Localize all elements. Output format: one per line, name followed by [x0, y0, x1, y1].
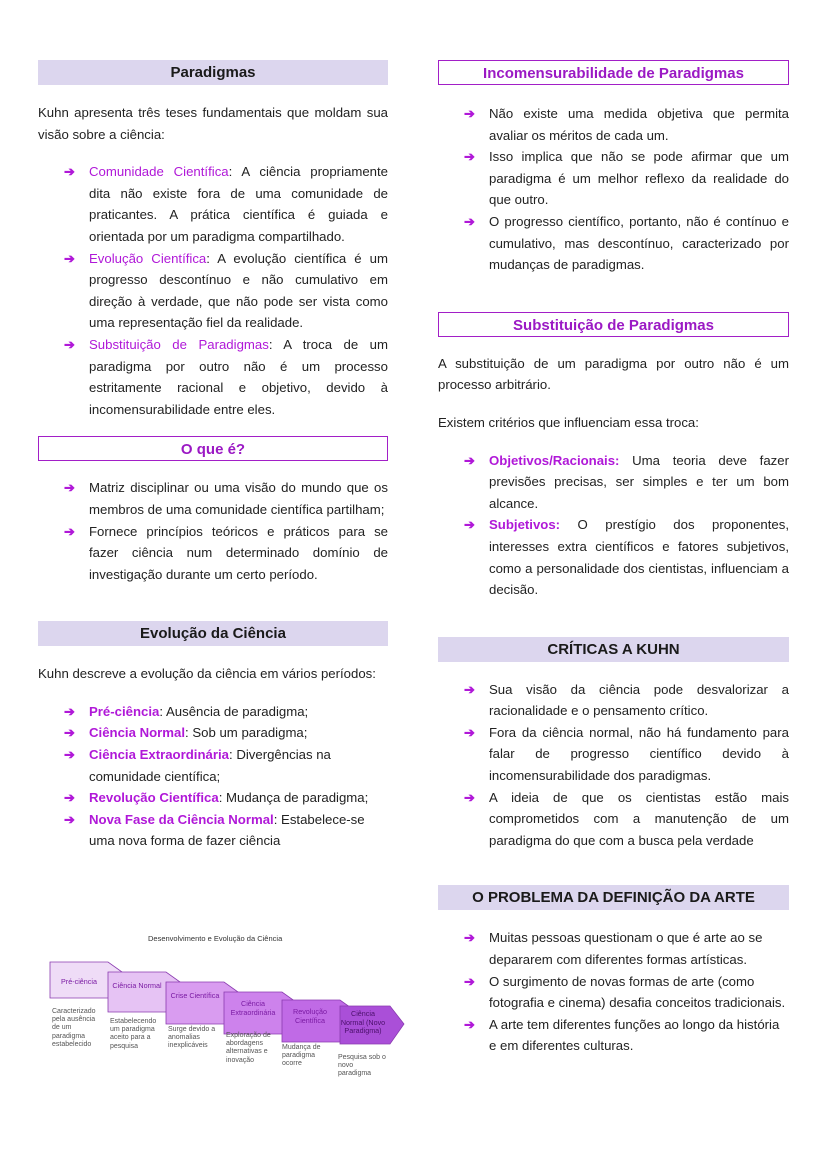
arrow-icon: ➔	[464, 517, 476, 533]
diagram-title: Desenvolvimento e Evolução da Ciência	[148, 934, 283, 943]
arrow-icon: ➔	[64, 480, 76, 496]
arrow-icon: ➔	[64, 725, 76, 741]
oque-list	[38, 477, 388, 585]
criticas-list	[438, 679, 789, 852]
item-text: : Ausência de paradigma;	[159, 703, 309, 719]
term-label: Subjetivos:	[489, 517, 561, 533]
list-item	[64, 248, 389, 334]
item-text: Muitas pessoas questionam o que é arte ao se depararem com diferentes formas artísticas.	[489, 930, 763, 968]
term-label: Revolução Científica	[89, 790, 219, 806]
arrow-icon: ➔	[464, 789, 476, 805]
paradigmas-intro: Kuhn apresenta três teses fundamentais que moldam sua visão sobre a ciência:	[38, 105, 388, 142]
stage-label: Ciência Normal	[112, 981, 162, 990]
list-item	[64, 809, 388, 852]
arrow-icon: ➔	[64, 250, 76, 266]
term-label: Ciência Normal	[89, 725, 186, 741]
item-text: Não existe uma medida objetiva que permita avaliar os méritos de cada um.	[489, 106, 789, 143]
arrow-icon: ➔	[464, 724, 476, 740]
arrow-icon: ➔	[64, 703, 76, 719]
item-text: : Mudança de paradigma;	[218, 790, 369, 806]
arrow-icon: ➔	[464, 149, 476, 165]
list-item	[464, 450, 789, 515]
item-text: Uma teoria deve fazer previsões precisas, ser simples e ter um bom alcance.	[489, 452, 789, 511]
substituicao-heading: Substituição de Paradigmas	[438, 312, 789, 337]
list-item	[464, 679, 789, 722]
item-text: O surgimento de novas formas de arte (como fotografia e cinema) desafia conceitos tradicionais.	[489, 973, 786, 1011]
term-label: Comunidade Científica	[89, 164, 229, 180]
stage-caption: Surge devido a anomalias inexplicáveis	[168, 1026, 216, 1050]
item-text: A arte tem diferentes funções ao longo da história e em diferentes culturas.	[489, 1016, 780, 1054]
list-item	[64, 744, 388, 787]
arte-list	[438, 927, 789, 1057]
term-label: Nova Fase da Ciência Normal	[89, 811, 274, 827]
stage-caption: Pesquisa sob o novo paradigma	[338, 1054, 386, 1078]
arrow-icon: ➔	[464, 1016, 476, 1032]
paradigmas-list	[38, 161, 388, 420]
incomensurabilidade-heading: Incomensurabilidade de Paradigmas	[438, 60, 789, 85]
paradigmas-heading: Paradigmas	[38, 60, 388, 85]
stage-label: Revolução Científica	[293, 1007, 327, 1025]
list-item	[64, 701, 388, 723]
arrow-icon: ➔	[64, 523, 76, 539]
item-text: Fora da ciência normal, não há fundamento para falar de progresso científico devido à incomensurabilidade dos paradigmas.	[489, 724, 789, 784]
stage-label: Crise Científica	[170, 991, 220, 1000]
item-text: O progresso científico, portanto, não é contínuo e cumulativo, mas descontínuo, caracterizado por mudanças de paradigmas.	[489, 213, 789, 273]
item-text: : Sob um paradigma;	[185, 725, 308, 741]
science-evolution-diagram	[38, 934, 418, 1084]
item-text: : Estabelece-se uma nova forma de fazer ciência	[89, 811, 365, 849]
list-item	[464, 211, 789, 276]
substituicao-p1: A substituição de um paradigma por outro não é um processo arbitrário.	[438, 355, 789, 393]
stage-caption: Exploração de abordagens alternativas e inovação	[226, 1032, 271, 1064]
list-item	[64, 161, 388, 247]
item-text: : Divergências na comunidade científica;	[89, 747, 331, 784]
evolucao-heading: Evolução da Ciência	[38, 621, 388, 646]
criticas-heading: CRÍTICAS A KUHN	[438, 637, 789, 662]
term-label: Evolução Científica	[89, 250, 207, 266]
term-label: Ciência Extraordinária	[89, 747, 229, 763]
list-item	[64, 787, 388, 809]
arrow-icon: ➔	[464, 973, 476, 989]
term-label: Pré-ciência	[89, 703, 160, 719]
list-item	[464, 514, 789, 600]
stage-label: Pré-ciência	[61, 977, 97, 986]
arrow-icon: ➔	[464, 106, 476, 121]
stage-caption: Mudança de paradigma ocorre	[282, 1044, 321, 1068]
arrow-icon: ➔	[464, 452, 476, 468]
left-column	[38, 60, 388, 852]
item-text: : A evolução científica é um progresso descontínuo e não cumulativo em direção à verdade, que não pode ser vista como uma representação fiel da realidade.	[89, 250, 389, 331]
item-text: : A ciência propriamente dita não existe fora de uma comunidade de praticantes. A prática científica é guiada e orientada por um paradigma compartilhado.	[89, 164, 388, 244]
list-item	[464, 722, 789, 787]
item-text: : A troca de um paradigma por outro não é um processo estritamente racional e objetivo, devido à incomensurabilidade entre eles.	[89, 336, 388, 417]
list-item	[464, 146, 789, 211]
term-label: Objetivos/Racionais:	[489, 452, 620, 468]
list-item	[464, 927, 789, 970]
stage-caption: Caracterizado pela ausência de um paradigma estabelecido	[52, 1008, 96, 1048]
arte-heading: O PROBLEMA DA DEFINIÇÃO DA ARTE	[438, 885, 789, 910]
substituicao-p2: Existem critérios que influenciam essa troca:	[438, 414, 699, 430]
list-item	[64, 722, 388, 744]
oque-heading: O que é?	[38, 436, 388, 461]
arrow-icon: ➔	[464, 681, 476, 697]
item-text: Isso implica que não se pode afirmar que um paradigma é um melhor reflexo da realidade do que outro.	[489, 149, 789, 208]
item-text: Matriz disciplinar ou uma visão do mundo que os membros de uma comunidade científica partilham;	[89, 480, 388, 517]
arrow-icon: ➔	[64, 336, 76, 352]
arrow-icon: ➔	[64, 747, 76, 763]
arrow-icon: ➔	[64, 811, 76, 827]
incomensurabilidade-list	[438, 103, 789, 276]
substituicao-list	[438, 450, 789, 601]
item-text: A ideia de que os cientistas estão mais comprometidos com a manutenção de um paradigma do que com a busca pela verdade	[489, 789, 789, 848]
arrow-icon: ➔	[64, 790, 76, 806]
item-text: O prestígio dos proponentes, interesses extra científicos e fatores subjetivos, como a personalidade dos cientistas, influenciam a decisão.	[489, 517, 789, 598]
arrow-icon: ➔	[64, 164, 76, 180]
item-text: Sua visão da ciência pode desvalorizar a racionalidade e o pensamento crítico.	[489, 681, 789, 719]
stage-label: Ciência Normal (Novo Paradigma)	[340, 1009, 386, 1035]
evolucao-intro: Kuhn descreve a evolução da ciência em vários períodos:	[38, 666, 376, 682]
list-item	[64, 334, 388, 420]
list-item	[464, 103, 789, 146]
right-column	[438, 60, 789, 1057]
item-text: Fornece princípios teóricos e práticos para se fazer ciência num determinado domínio de investigação durante um certo período.	[89, 523, 388, 582]
stage-caption: Estabelecendo um paradigma aceito para a pesquisa	[110, 1018, 157, 1050]
list-item	[64, 521, 388, 586]
list-item	[64, 477, 388, 520]
evolucao-list	[38, 701, 388, 852]
arrow-icon: ➔	[464, 930, 476, 946]
list-item	[464, 1014, 789, 1057]
list-item	[464, 971, 789, 1014]
stage-label: Ciência Extraordinária	[230, 999, 276, 1017]
term-label: Substituição de Paradigmas	[89, 336, 269, 352]
list-item	[464, 787, 789, 852]
arrow-icon: ➔	[464, 213, 476, 229]
